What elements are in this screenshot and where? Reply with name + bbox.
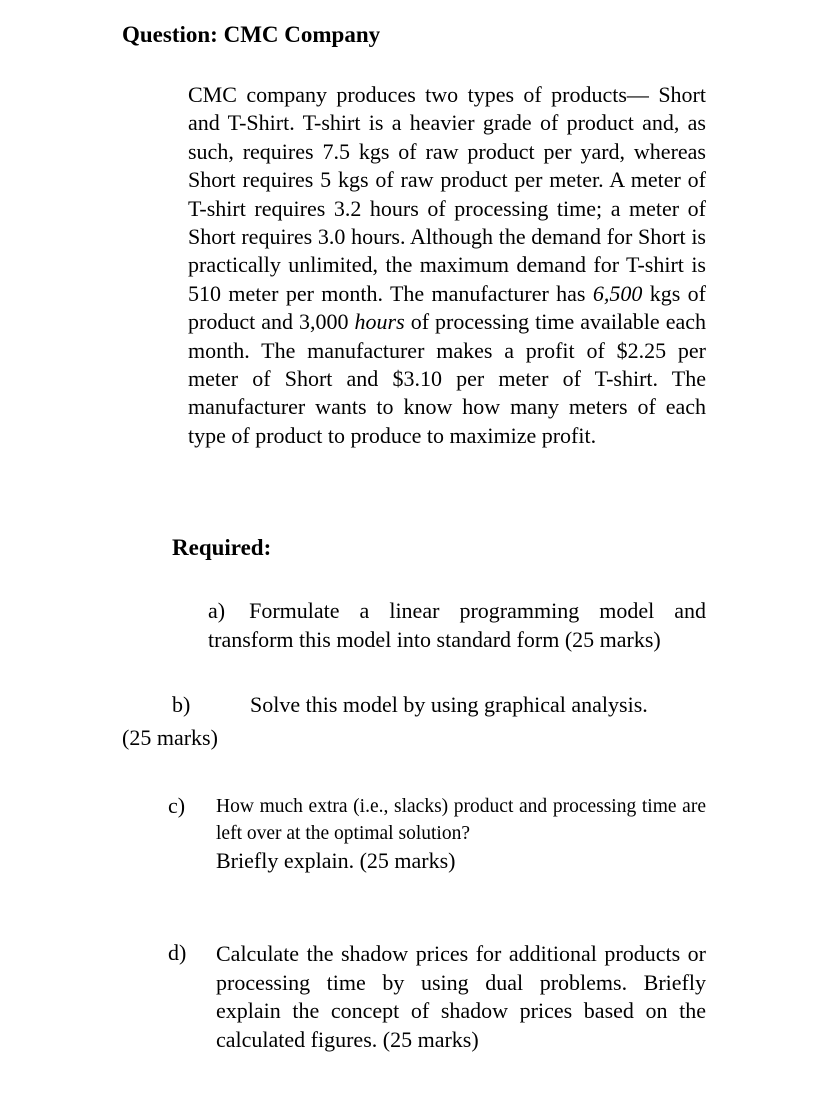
intro-italic-hours: hours [354, 309, 405, 335]
question-c-marker: c) [168, 793, 186, 818]
question-a-text: Formulate a linear programming model and transform this model into standard form (25 marks) [208, 598, 706, 652]
question-c-explain: Briefly explain. (25 marks) [216, 848, 456, 873]
question-a-marker: a) [208, 598, 226, 623]
question-b-marks: (25 marks) [122, 725, 218, 750]
question-b-marker: b) [172, 692, 191, 717]
question-d-text: Calculate the shadow prices for additional products or processing time by using dual problems. Briefly explain the concept of shadow prices based on the calculated figures. (25 marks) [216, 941, 706, 1052]
question-b-text: Solve this model by using graphical analysis. [250, 692, 648, 717]
question-d [168, 940, 706, 1054]
question-c-text: How much extra (i.e., slacks) product and processing time are left over at the optimal solution? [216, 796, 706, 844]
question-b [172, 692, 648, 718]
required-heading: Required: [172, 535, 272, 560]
intro-text-1: CMC company produces two types of products— Short and T-Shirt. T-shirt is a heavier grade of product and, as such, requires 7.5 kgs of raw product per yard, whereas Short requires 5 kgs of raw product per meter. A meter of T-shirt requires 3.2 hours of processing time; a meter of Short requires 3.0 hours. Although the demand for Short is practically unlimited, the maximum demand for T-shirt is 510 meter per month. The manufacturer has [188, 82, 706, 306]
question-a [208, 596, 706, 654]
intro-text-3: of processing time available each month. The manufacturer makes a profit of $2.25 per meter of Short and $3.10 per meter of T-shirt. The manufacturer wants to know how many meters of each type of product to produce to maximize profit. [188, 309, 706, 448]
problem-description [188, 81, 706, 450]
intro-italic-product-amount: 6,500 [592, 280, 643, 306]
intro-text-2: kgs of product and 3,000 [188, 280, 706, 335]
question-d-marker: d) [168, 940, 187, 965]
question-c [168, 793, 706, 875]
page-title: Question: CMC Company [122, 22, 381, 47]
